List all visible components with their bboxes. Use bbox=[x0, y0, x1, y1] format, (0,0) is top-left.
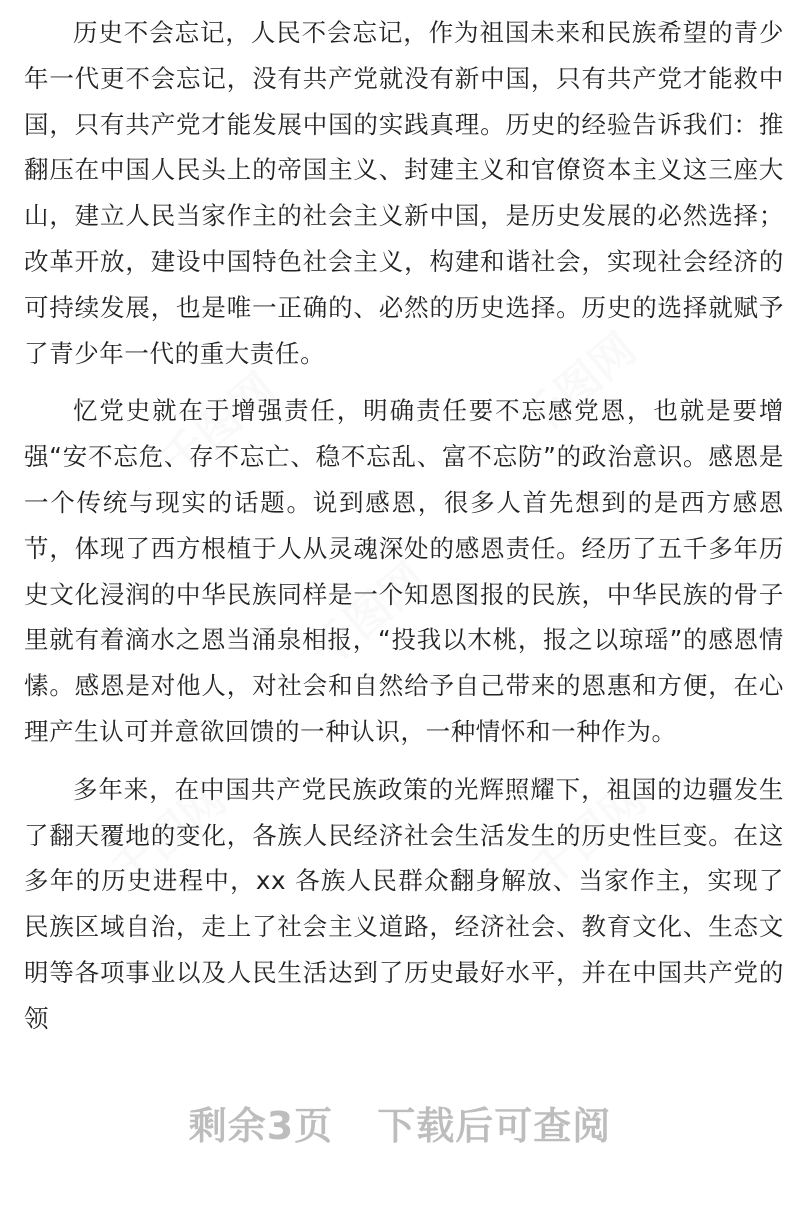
watermark-4: 千图网 bbox=[101, 773, 236, 898]
watermark-2: 千图网 bbox=[511, 323, 646, 448]
watermark-3: 千图网 bbox=[301, 553, 436, 678]
paragraph-2: 忆党史就在于增强责任，明确责任要不忘感党恩，也就是要增强“安不忘危、存不忘亡、稳不忘乱、富不忘防”的政治意识。感恩是一个传统与现实的话题。说到感恩，很多人首先想到的是西方感恩节，体现了西方根植于人从灵魂深处的感恩责任。经历了五千多年历史文化浸润的中华民族同样是一个知恩图报的民族，中华民族的骨子里就有着滴水之恩当涌泉相报，“投我以木桃，报之以琼瑶”的感恩情愫。感恩是对他人，对社会和自然给予自己带来的恩惠和方便，在心理产生认可并意欲回馈的一种认识，一种情怀和一种作为。 bbox=[24, 396, 784, 746]
remaining-pages-text: 剩余3页 bbox=[188, 1104, 334, 1148]
paragraph-3: 多年来，在中国共产党民族政策的光辉照耀下，祖国的边疆发生了翻天覆地的变化，各族人民经济社会生活发生的历史性巨变。在这多年的历史进程中，xx 各族人民群众翻身解放、当家作主，实现了民族区域自治，走上了社会主义道路，经济社会、教育文化、生态文明等各项事业以及人民生活达到了历史最好水平，并在中国共产党的领 bbox=[24, 774, 784, 1033]
watermark-1: 千图网 bbox=[151, 363, 286, 488]
watermark-5: 千图网 bbox=[521, 773, 656, 898]
paragraph-1: 历史不会忘记，人民不会忘记，作为祖国未来和民族希望的青少年一代更不会忘记，没有共产党就没有新中国，只有共产党才能救中国，只有共产党才能发展中国的实践真理。历史的经验告诉我们：推翻压在中国人民头上的帝国主义、封建主义和官僚资本主义这三座大山，建立人民当家作主的社会主义新中国，是历史发展的必然选择；改革开放，建设中国特色社会主义，构建和谐社会，实现社会经济的可持续发展，也是唯一正确的、必然的历史选择。历史的选择就赋予了青少年一代的重大责任。 bbox=[24, 18, 784, 368]
remaining-pages-banner[interactable] bbox=[0, 1095, 800, 1150]
download-hint-text: 下载后可查阅 bbox=[377, 1104, 612, 1148]
document-body bbox=[24, 10, 784, 1054]
